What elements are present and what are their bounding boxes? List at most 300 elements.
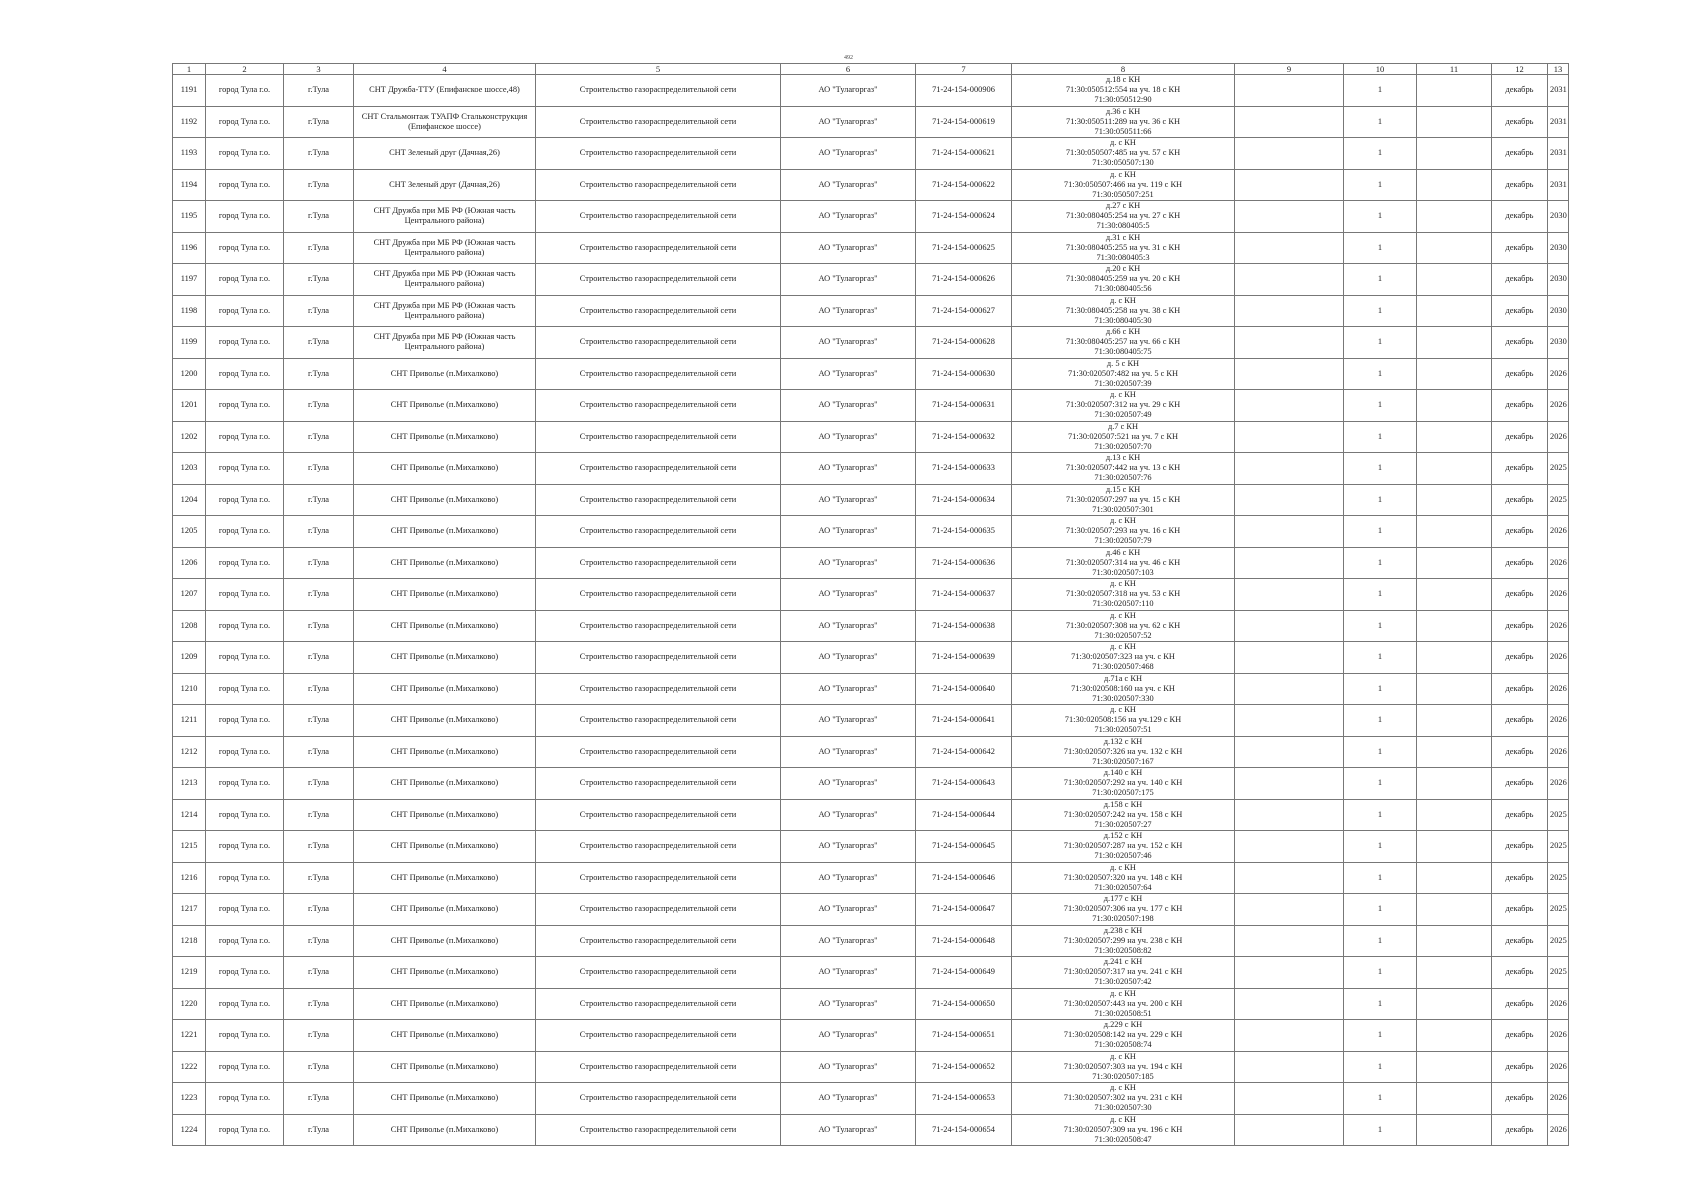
column-11-cell <box>1417 138 1492 170</box>
registry-code-cell: 71-24-154-000646 <box>916 862 1012 894</box>
address-line: д. с КН <box>1110 169 1136 179</box>
column-9-cell <box>1235 862 1344 894</box>
address-line: д. с КН <box>1110 390 1136 400</box>
municipality-cell: город Тула г.о. <box>206 358 284 390</box>
work-type-cell: Строительство газораспределительной сети <box>536 327 781 359</box>
gas-company-cell: АО "Тулагоргаз" <box>781 705 916 737</box>
column-9-cell <box>1235 138 1344 170</box>
work-type-cell: Строительство газораспределительной сети <box>536 295 781 327</box>
settlement-cell: г.Тула <box>284 894 354 926</box>
column-9-cell <box>1235 327 1344 359</box>
column-11-cell <box>1417 106 1492 138</box>
address-line: д.18 с КН <box>1105 75 1141 85</box>
address-line: 71:30:020507:185 <box>1092 1071 1154 1081</box>
work-type-cell: Строительство газораспределительной сети <box>536 516 781 548</box>
address-line: д.140 с КН <box>1103 768 1143 778</box>
column-9-cell <box>1235 799 1344 831</box>
row-number-cell: 1221 <box>173 1020 206 1052</box>
registry-code-cell: 71-24-154-000653 <box>916 1083 1012 1115</box>
year-cell: 2031 <box>1548 138 1569 170</box>
settlement-cell: г.Тула <box>284 579 354 611</box>
address-line: 71:30:080405:254 на уч. 27 с КН <box>1065 211 1181 221</box>
quantity-cell: 1 <box>1344 547 1417 579</box>
table-row <box>173 390 1569 422</box>
address-line: д.152 с КН <box>1103 831 1143 841</box>
month-cell: декабрь <box>1492 673 1548 705</box>
year-cell: 2026 <box>1548 1051 1569 1083</box>
municipality-cell: город Тула г.о. <box>206 169 284 201</box>
settlement-cell: г.Тула <box>284 327 354 359</box>
year-cell: 2026 <box>1548 642 1569 674</box>
row-number-cell: 1198 <box>173 295 206 327</box>
column-11-cell <box>1417 673 1492 705</box>
cadastral-address-cell <box>1012 925 1235 957</box>
month-cell: декабрь <box>1492 1020 1548 1052</box>
address-line: 71:30:020507:293 на уч. 16 с КН <box>1065 526 1181 536</box>
gas-company-cell: АО "Тулагоргаз" <box>781 768 916 800</box>
object-name-cell: СНТ Дружба при МБ РФ (Южная часть Центрального района) <box>354 201 536 233</box>
work-type-cell: Строительство газораспределительной сети <box>536 957 781 989</box>
cadastral-address-cell <box>1012 957 1235 989</box>
municipality-cell: город Тула г.о. <box>206 1114 284 1146</box>
work-type-cell: Строительство газораспределительной сети <box>536 484 781 516</box>
address-line: д. с КН <box>1110 988 1136 998</box>
table-row <box>173 169 1569 201</box>
address-line: д.238 с КН <box>1103 925 1143 935</box>
gas-company-cell: АО "Тулагоргаз" <box>781 1083 916 1115</box>
gas-company-cell: АО "Тулагоргаз" <box>781 169 916 201</box>
year-cell: 2030 <box>1548 295 1569 327</box>
gas-company-cell: АО "Тулагоргаз" <box>781 295 916 327</box>
table-row <box>173 862 1569 894</box>
municipality-cell: город Тула г.о. <box>206 421 284 453</box>
gas-company-cell: АО "Тулагоргаз" <box>781 1051 916 1083</box>
table-row <box>173 579 1569 611</box>
cadastral-address-cell <box>1012 862 1235 894</box>
municipality-cell: город Тула г.о. <box>206 736 284 768</box>
address-line: 71:30:020507:314 на уч. 46 с КН <box>1065 557 1181 567</box>
column-11-cell <box>1417 768 1492 800</box>
settlement-cell: г.Тула <box>284 610 354 642</box>
settlement-cell: г.Тула <box>284 925 354 957</box>
gas-company-cell: АО "Тулагоргаз" <box>781 75 916 107</box>
settlement-cell: г.Тула <box>284 957 354 989</box>
quantity-cell: 1 <box>1344 453 1417 485</box>
quantity-cell: 1 <box>1344 610 1417 642</box>
month-cell: декабрь <box>1492 169 1548 201</box>
column-9-cell <box>1235 484 1344 516</box>
gas-company-cell: АО "Тулагоргаз" <box>781 831 916 863</box>
municipality-cell: город Тула г.о. <box>206 957 284 989</box>
column-11-cell <box>1417 1020 1492 1052</box>
table-row <box>173 799 1569 831</box>
table-row <box>173 1020 1569 1052</box>
quantity-cell: 1 <box>1344 232 1417 264</box>
table-row <box>173 894 1569 926</box>
work-type-cell: Строительство газораспределительной сети <box>536 642 781 674</box>
address-line: 71:30:020507:306 на уч. 177 с КН <box>1063 904 1183 914</box>
settlement-cell: г.Тула <box>284 358 354 390</box>
address-line: 71:30:020507:318 на уч. 53 с КН <box>1065 589 1181 599</box>
address-line: 71:30:020507:302 на уч. 231 с КН <box>1063 1093 1183 1103</box>
address-line: д.158 с КН <box>1103 799 1143 809</box>
row-number-cell: 1199 <box>173 327 206 359</box>
work-type-cell: Строительство газораспределительной сети <box>536 705 781 737</box>
address-line: д. с КН <box>1110 642 1136 652</box>
object-name-cell: СНТ Дружба-ТТУ (Епифанское шоссе,48) <box>354 75 536 107</box>
municipality-cell: город Тула г.о. <box>206 75 284 107</box>
row-number-cell: 1196 <box>173 232 206 264</box>
quantity-cell: 1 <box>1344 169 1417 201</box>
month-cell: декабрь <box>1492 390 1548 422</box>
registry-code-cell: 71-24-154-000651 <box>916 1020 1012 1052</box>
address-line: 71:30:020507:330 <box>1092 693 1154 703</box>
column-9-cell <box>1235 390 1344 422</box>
year-cell: 2026 <box>1548 579 1569 611</box>
settlement-cell: г.Тула <box>284 547 354 579</box>
gas-company-cell: АО "Тулагоргаз" <box>781 799 916 831</box>
column-9-cell <box>1235 421 1344 453</box>
column-9-cell <box>1235 264 1344 296</box>
registry-code-cell: 71-24-154-000642 <box>916 736 1012 768</box>
cadastral-address-cell <box>1012 705 1235 737</box>
row-number-cell: 1223 <box>173 1083 206 1115</box>
year-cell: 2030 <box>1548 232 1569 264</box>
gas-company-cell: АО "Тулагоргаз" <box>781 988 916 1020</box>
month-cell: декабрь <box>1492 295 1548 327</box>
column-11-cell <box>1417 831 1492 863</box>
work-type-cell: Строительство газораспределительной сети <box>536 736 781 768</box>
address-line: д.27 с КН <box>1105 201 1141 211</box>
settlement-cell: г.Тула <box>284 673 354 705</box>
column-header-9: 9 <box>1235 64 1344 75</box>
cadastral-address-cell <box>1012 390 1235 422</box>
cadastral-address-cell <box>1012 894 1235 926</box>
settlement-cell: г.Тула <box>284 169 354 201</box>
cadastral-address-cell <box>1012 1083 1235 1115</box>
quantity-cell: 1 <box>1344 1051 1417 1083</box>
address-line: 71:30:020507:482 на уч. 5 с КН <box>1067 368 1179 378</box>
municipality-cell: город Тула г.о. <box>206 201 284 233</box>
address-line: д. с КН <box>1110 1114 1136 1124</box>
registry-code-cell: 71-24-154-000632 <box>916 421 1012 453</box>
address-line: 71:30:050512:90 <box>1094 95 1152 105</box>
month-cell: декабрь <box>1492 484 1548 516</box>
cadastral-address-cell <box>1012 673 1235 705</box>
work-type-cell: Строительство газораспределительной сети <box>536 547 781 579</box>
municipality-cell: город Тула г.о. <box>206 799 284 831</box>
table-row <box>173 988 1569 1020</box>
settlement-cell: г.Тула <box>284 201 354 233</box>
municipality-cell: город Тула г.о. <box>206 705 284 737</box>
column-11-cell <box>1417 957 1492 989</box>
year-cell: 2025 <box>1548 799 1569 831</box>
year-cell: 2026 <box>1548 1083 1569 1115</box>
gas-company-cell: АО "Тулагоргаз" <box>781 862 916 894</box>
address-line: 71:30:020507:442 на уч. 13 с КН <box>1065 463 1181 473</box>
settlement-cell: г.Тула <box>284 831 354 863</box>
address-line: 71:30:020508:74 <box>1094 1040 1152 1050</box>
quantity-cell: 1 <box>1344 988 1417 1020</box>
work-type-cell: Строительство газораспределительной сети <box>536 862 781 894</box>
municipality-cell: город Тула г.о. <box>206 1020 284 1052</box>
month-cell: декабрь <box>1492 1114 1548 1146</box>
row-number-cell: 1206 <box>173 547 206 579</box>
work-type-cell: Строительство газораспределительной сети <box>536 831 781 863</box>
month-cell: декабрь <box>1492 201 1548 233</box>
table-row <box>173 673 1569 705</box>
column-11-cell <box>1417 1051 1492 1083</box>
cadastral-address-cell <box>1012 327 1235 359</box>
column-11-cell <box>1417 169 1492 201</box>
cadastral-address-cell <box>1012 106 1235 138</box>
registry-code-cell: 71-24-154-000640 <box>916 673 1012 705</box>
column-11-cell <box>1417 610 1492 642</box>
column-9-cell <box>1235 358 1344 390</box>
gas-company-cell: АО "Тулагоргаз" <box>781 610 916 642</box>
address-line: 71:30:020508:156 на уч.129 с КН <box>1064 715 1182 725</box>
work-type-cell: Строительство газораспределительной сети <box>536 138 781 170</box>
quantity-cell: 1 <box>1344 642 1417 674</box>
column-11-cell <box>1417 390 1492 422</box>
address-line: 71:30:080405:258 на уч. 38 с КН <box>1065 305 1181 315</box>
registry-code-cell: 71-24-154-000647 <box>916 894 1012 926</box>
month-cell: декабрь <box>1492 358 1548 390</box>
address-line: 71:30:020507:323 на уч. с КН <box>1071 652 1175 662</box>
quantity-cell: 1 <box>1344 862 1417 894</box>
address-line: д.13 с КН <box>1105 453 1141 463</box>
gas-company-cell: АО "Тулагоргаз" <box>781 642 916 674</box>
settlement-cell: г.Тула <box>284 642 354 674</box>
column-header-4: 4 <box>354 64 536 75</box>
address-line: 71:30:020508:160 на уч. с КН <box>1071 683 1175 693</box>
work-type-cell: Строительство газораспределительной сети <box>536 768 781 800</box>
column-9-cell <box>1235 1051 1344 1083</box>
cadastral-address-cell <box>1012 264 1235 296</box>
column-header-10: 10 <box>1344 64 1417 75</box>
month-cell: декабрь <box>1492 579 1548 611</box>
row-number-cell: 1208 <box>173 610 206 642</box>
row-number-cell: 1205 <box>173 516 206 548</box>
cadastral-address-cell <box>1012 1114 1235 1146</box>
address-line: 71:30:020508:142 на уч. 229 с КН <box>1063 1030 1183 1040</box>
address-line: 71:30:020507:521 на уч. 7 с КН <box>1067 431 1179 441</box>
quantity-cell: 1 <box>1344 106 1417 138</box>
municipality-cell: город Тула г.о. <box>206 988 284 1020</box>
municipality-cell: город Тула г.о. <box>206 894 284 926</box>
municipality-cell: город Тула г.о. <box>206 925 284 957</box>
table-row <box>173 232 1569 264</box>
month-cell: декабрь <box>1492 232 1548 264</box>
cadastral-address-cell <box>1012 547 1235 579</box>
municipality-cell: город Тула г.о. <box>206 453 284 485</box>
municipality-cell: город Тула г.о. <box>206 547 284 579</box>
column-11-cell <box>1417 642 1492 674</box>
row-number-cell: 1200 <box>173 358 206 390</box>
table-row <box>173 516 1569 548</box>
column-11-cell <box>1417 201 1492 233</box>
cadastral-address-cell <box>1012 484 1235 516</box>
address-line: 71:30:020507:42 <box>1094 977 1152 987</box>
address-line: 71:30:020507:167 <box>1092 756 1154 766</box>
registry-code-cell: 71-24-154-000631 <box>916 390 1012 422</box>
cadastral-address-cell <box>1012 1051 1235 1083</box>
address-line: д. с КН <box>1110 295 1136 305</box>
address-line: 71:30:080405:56 <box>1094 284 1152 294</box>
work-type-cell: Строительство газораспределительной сети <box>536 925 781 957</box>
quantity-cell: 1 <box>1344 327 1417 359</box>
year-cell: 2030 <box>1548 264 1569 296</box>
month-cell: декабрь <box>1492 516 1548 548</box>
gas-company-cell: АО "Тулагоргаз" <box>781 327 916 359</box>
column-11-cell <box>1417 453 1492 485</box>
table-row <box>173 106 1569 138</box>
address-line: 71:30:020507:468 <box>1092 662 1154 672</box>
address-line: 71:30:020507:110 <box>1092 599 1154 609</box>
gas-company-cell: АО "Тулагоргаз" <box>781 1114 916 1146</box>
table-row <box>173 484 1569 516</box>
address-line: д.66 с КН <box>1105 327 1141 337</box>
cadastral-address-cell <box>1012 75 1235 107</box>
row-number-cell: 1212 <box>173 736 206 768</box>
column-9-cell <box>1235 295 1344 327</box>
object-name-cell: СНТ Приволье (п.Михалково) <box>354 799 536 831</box>
address-line: 71:30:020508:82 <box>1094 945 1152 955</box>
column-9-cell <box>1235 75 1344 107</box>
cadastral-address-cell <box>1012 516 1235 548</box>
gas-company-cell: АО "Тулагоргаз" <box>781 232 916 264</box>
cadastral-address-cell <box>1012 453 1235 485</box>
work-type-cell: Строительство газораспределительной сети <box>536 201 781 233</box>
cadastral-address-cell <box>1012 579 1235 611</box>
settlement-cell: г.Тула <box>284 736 354 768</box>
address-line: д.132 с КН <box>1103 736 1143 746</box>
column-11-cell <box>1417 547 1492 579</box>
cadastral-address-cell <box>1012 610 1235 642</box>
column-9-cell <box>1235 232 1344 264</box>
address-line: 71:30:020507:301 <box>1092 504 1154 514</box>
cadastral-address-cell <box>1012 988 1235 1020</box>
column-9-cell <box>1235 1020 1344 1052</box>
month-cell: декабрь <box>1492 75 1548 107</box>
table-header <box>173 64 1569 75</box>
object-name-cell: СНТ Стальмонтаж ТУАПФ Стальконструкция (Епифанское шоссе) <box>354 106 536 138</box>
table-row <box>173 421 1569 453</box>
table-body <box>173 75 1569 1146</box>
table-row <box>173 358 1569 390</box>
address-line: 71:30:050512:554 на уч. 18 с КН <box>1065 85 1181 95</box>
address-line: 71:30:020507:30 <box>1094 1103 1152 1113</box>
month-cell: декабрь <box>1492 894 1548 926</box>
column-11-cell <box>1417 579 1492 611</box>
work-type-cell: Строительство газораспределительной сети <box>536 232 781 264</box>
cadastral-address-cell <box>1012 799 1235 831</box>
settlement-cell: г.Тула <box>284 516 354 548</box>
table-row <box>173 1051 1569 1083</box>
address-line: д. с КН <box>1110 138 1136 148</box>
gas-company-cell: АО "Тулагоргаз" <box>781 106 916 138</box>
object-name-cell: СНТ Приволье (п.Михалково) <box>354 1051 536 1083</box>
column-9-cell <box>1235 894 1344 926</box>
address-line: 71:30:020507:46 <box>1094 851 1152 861</box>
quantity-cell: 1 <box>1344 201 1417 233</box>
table-row <box>173 327 1569 359</box>
column-11-cell <box>1417 421 1492 453</box>
registry-code-cell: 71-24-154-000637 <box>916 579 1012 611</box>
address-line: 71:30:020507:39 <box>1094 378 1152 388</box>
quantity-cell: 1 <box>1344 1083 1417 1115</box>
address-line: 71:30:050507:466 на уч. 119 с КН <box>1063 179 1183 189</box>
column-11-cell <box>1417 736 1492 768</box>
column-11-cell <box>1417 799 1492 831</box>
registry-code-cell: 71-24-154-000638 <box>916 610 1012 642</box>
address-line: 71:30:080405:257 на уч. 66 с КН <box>1065 337 1181 347</box>
address-line: 71:30:020507:309 на уч. 196 с КН <box>1063 1124 1183 1134</box>
month-cell: декабрь <box>1492 327 1548 359</box>
row-number-cell: 1191 <box>173 75 206 107</box>
address-line: 71:30:080405:75 <box>1094 347 1152 357</box>
row-number-cell: 1217 <box>173 894 206 926</box>
year-cell: 2026 <box>1548 768 1569 800</box>
column-9-cell <box>1235 705 1344 737</box>
work-type-cell: Строительство газораспределительной сети <box>536 673 781 705</box>
address-line: 71:30:080405:255 на уч. 31 с КН <box>1065 242 1181 252</box>
object-name-cell: СНТ Приволье (п.Михалково) <box>354 421 536 453</box>
registry-code-cell: 71-24-154-000636 <box>916 547 1012 579</box>
table-row <box>173 295 1569 327</box>
municipality-cell: город Тула г.о. <box>206 106 284 138</box>
gas-company-cell: АО "Тулагоргаз" <box>781 736 916 768</box>
column-9-cell <box>1235 988 1344 1020</box>
cadastral-address-cell <box>1012 736 1235 768</box>
column-11-cell <box>1417 232 1492 264</box>
month-cell: декабрь <box>1492 547 1548 579</box>
object-name-cell: СНТ Приволье (п.Михалково) <box>354 736 536 768</box>
column-9-cell <box>1235 642 1344 674</box>
registry-code-cell: 71-24-154-000635 <box>916 516 1012 548</box>
table-row <box>173 1114 1569 1146</box>
gas-company-cell: АО "Тулагоргаз" <box>781 421 916 453</box>
registry-code-cell: 71-24-154-000630 <box>916 358 1012 390</box>
settlement-cell: г.Тула <box>284 1114 354 1146</box>
registry-code-cell: 71-24-154-000648 <box>916 925 1012 957</box>
municipality-cell: город Тула г.о. <box>206 579 284 611</box>
object-name-cell: СНТ Приволье (п.Михалково) <box>354 390 536 422</box>
table-row <box>173 547 1569 579</box>
address-line: 71:30:020507:317 на уч. 241 с КН <box>1063 967 1183 977</box>
municipality-cell: город Тула г.о. <box>206 768 284 800</box>
month-cell: декабрь <box>1492 736 1548 768</box>
month-cell: декабрь <box>1492 831 1548 863</box>
object-name-cell: СНТ Зеленый друг (Дачная,26) <box>354 169 536 201</box>
settlement-cell: г.Тула <box>284 768 354 800</box>
column-11-cell <box>1417 705 1492 737</box>
address-line: 71:30:050511:66 <box>1094 126 1152 136</box>
row-number-cell: 1194 <box>173 169 206 201</box>
year-cell: 2026 <box>1548 610 1569 642</box>
municipality-cell: город Тула г.о. <box>206 390 284 422</box>
row-number-cell: 1214 <box>173 799 206 831</box>
registry-code-cell: 71-24-154-000650 <box>916 988 1012 1020</box>
quantity-cell: 1 <box>1344 579 1417 611</box>
registry-code-cell: 71-24-154-000641 <box>916 705 1012 737</box>
table-row <box>173 642 1569 674</box>
column-11-cell <box>1417 295 1492 327</box>
address-line: д.241 с КН <box>1103 957 1143 967</box>
quantity-cell: 1 <box>1344 736 1417 768</box>
quantity-cell: 1 <box>1344 390 1417 422</box>
cadastral-address-cell <box>1012 642 1235 674</box>
